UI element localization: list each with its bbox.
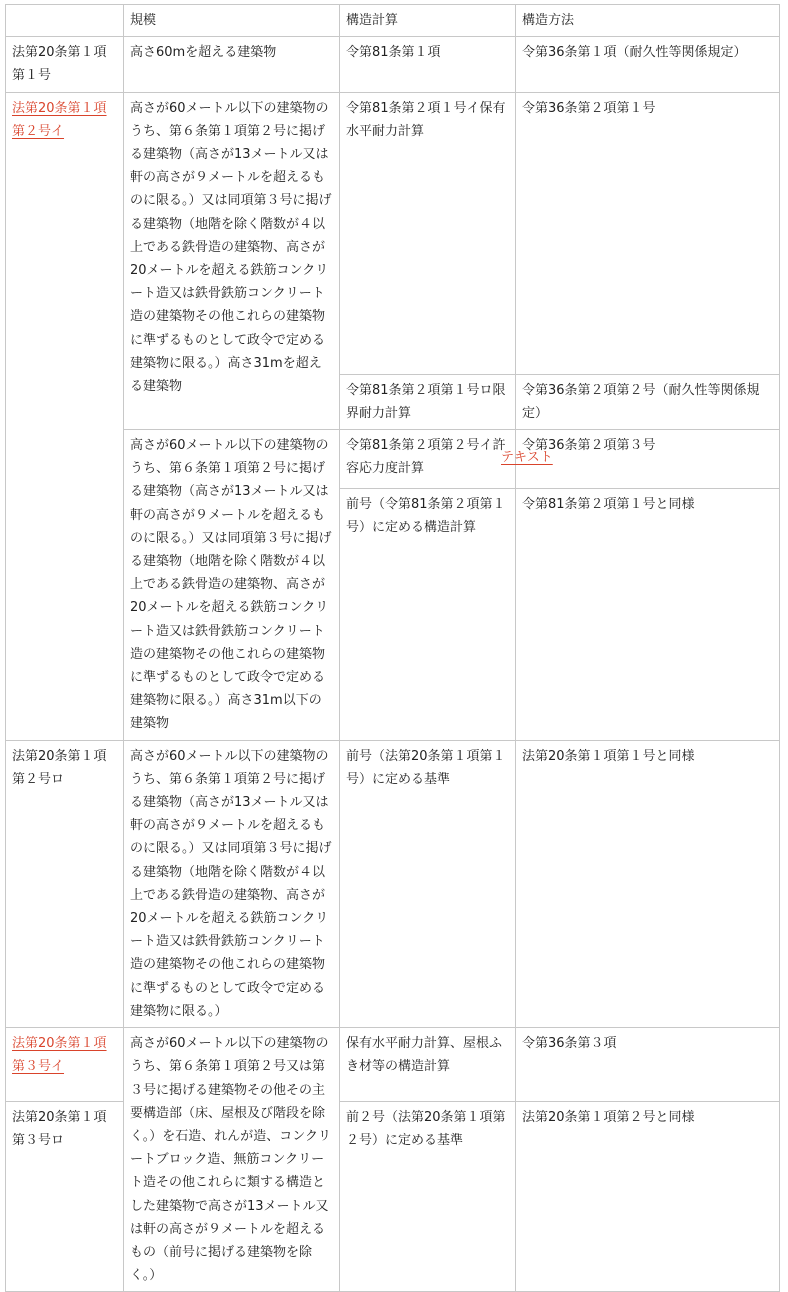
scale-cell: 高さ60mを超える建築物 [124,37,340,92]
law-link[interactable]: 法第20条第１項第２号イ [12,100,107,139]
overlay-text-link[interactable]: テキスト [501,450,553,465]
header-row [6,5,780,37]
method-cell: 令第36条第２項第３号 [516,430,780,489]
header-scale: 規模 [124,5,340,37]
calc-cell: 保有水平耐力計算、屋根ふき材等の構造計算 [340,1028,516,1101]
scale-cell: 高さが60メートル以下の建築物のうち、第６条第１項第２号に掲げる建築物（高さが13メートル又は軒の高さが９メートルを超えるものに限る。）又は同項第３号に掲げる建築物（地階を除く階数が４以上である鉄骨造の建築物、高さが20メートルを超える鉄筋コンクリート造又は鉄骨鉄筋コンクリート造の建築物その他これらの建築物に準ずるものとして政令で定める建築物に限る。） [124,740,340,1027]
table-row [6,1028,780,1101]
header-method: 構造方法 [516,5,780,37]
calc-cell: 令第81条第１項 [340,37,516,92]
law-cell [6,92,124,740]
calc-cell: 令第81条第２項第２号イ許容応力度計算 [340,430,516,489]
calc-cell: 令第81条第２項第１号ロ限界耐力計算 [340,374,516,429]
table-row [6,92,780,374]
method-cell: 令第36条第３項 [516,1028,780,1101]
header-calc: 構造計算 [340,5,516,37]
law-cell: 法第20条第１項第２号ロ [6,740,124,1027]
regulation-table [5,4,780,1292]
method-cell: 令第36条第２項第２号（耐久性等関係規定） [516,374,780,429]
method-cell: 令第36条第１項（耐久性等関係規定） [516,37,780,92]
law-cell: 法第20条第１項第３号ロ [6,1101,124,1292]
table-row [6,1101,780,1292]
scale-cell: 高さが60メートル以下の建築物のうち、第６条第１項第２号又は第３号に掲げる建築物その他その主要構造部（床、屋根及び階段を除く。）を石造、れんが造、コンクリートブロック造、無筋コンクリート造その他これらに類する構造とした建築物で高さが13メートル又は軒の高さが９メートルを超えるもの（前号に掲げる建築物を除く。） [124,1028,340,1292]
header-law [6,5,124,37]
calc-cell: 前号（令第81条第２項第１号）に定める構造計算 [340,489,516,741]
method-cell: 令第36条第２項第１号 [516,92,780,374]
method-cell: 令第81条第２項第１号と同様 [516,489,780,741]
law-link[interactable]: 法第20条第１項第３号イ [12,1036,107,1075]
table-row [6,740,780,1027]
calc-cell: 令第81条第２項１号イ保有水平耐力計算 [340,92,516,374]
table-row [6,37,780,92]
calc-cell: 前号（法第20条第１項第１号）に定める基準 [340,740,516,1027]
law-cell: 法第20条第１項第１号 [6,37,124,92]
calc-cell: 前２号（法第20条第１項第２号）に定める基準 [340,1101,516,1292]
scale-cell: 高さが60メートル以下の建築物のうち、第６条第１項第２号に掲げる建築物（高さが13メートル又は軒の高さが９メートルを超えるものに限る。）又は同項第３号に掲げる建築物（地階を除く階数が４以上である鉄骨造の建築物、高さが20メートルを超える鉄筋コンクリート造又は鉄骨鉄筋コンクリート造の建築物その他これらの建築物に準ずるものとして政令で定める建築物に限る。）高さ31mを超える建築物 [124,92,340,429]
method-cell: 法第20条第１項第１号と同様 [516,740,780,1027]
law-cell [6,1028,124,1101]
scale-cell: 高さが60メートル以下の建築物のうち、第６条第１項第２号に掲げる建築物（高さが13メートル又は軒の高さが９メートルを超えるものに限る。）又は同項第３号に掲げる建築物（地階を除く階数が４以上である鉄骨造の建築物、高さが20メートルを超える鉄筋コンクリート造又は鉄骨鉄筋コンクリート造の建築物その他これらの建築物に準ずるものとして政令で定める建築物に限る。）高さ31m以下の建築物 [124,430,340,741]
method-cell: 法第20条第１項第２号と同様 [516,1101,780,1292]
